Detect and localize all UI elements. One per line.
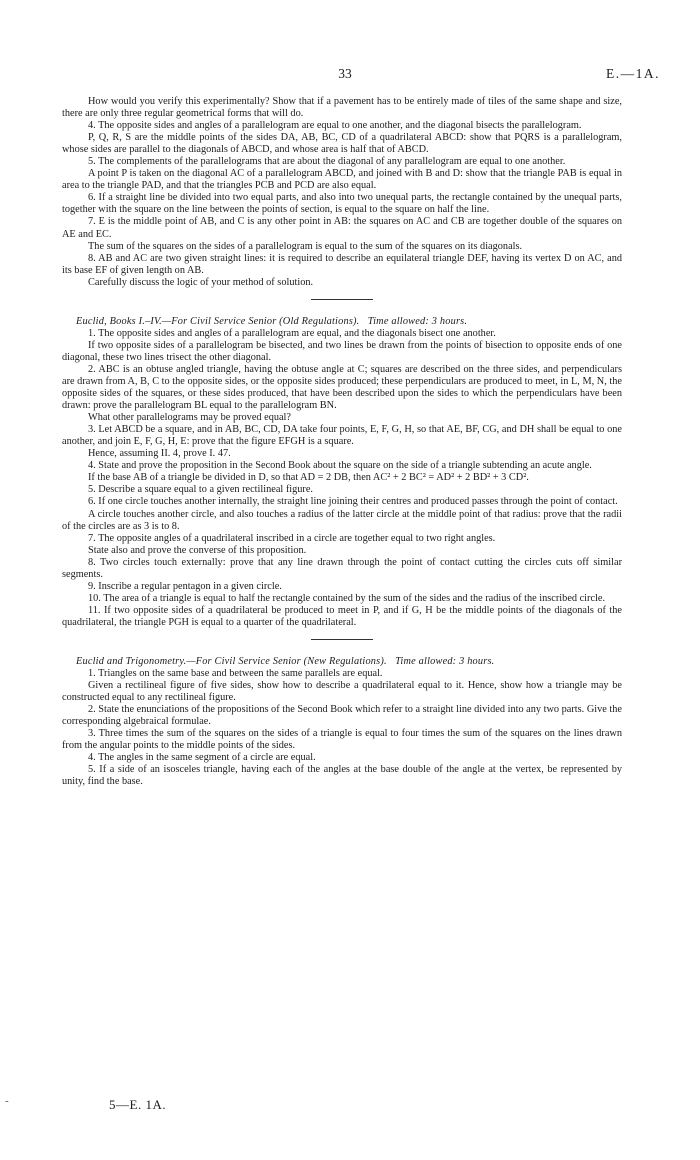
heading-time-allowed: Time allowed: 3 hours. — [367, 315, 468, 327]
footer-signature: 5—E. 1A. — [109, 1097, 167, 1112]
question-paragraph: 7. E is the middle point of AB, and C is any other point in AB: the squares on AC and CB are together double of the squares on AE and EC. — [62, 216, 622, 240]
question-paragraph: 5. The complements of the parallelograms that are about the diagonal of any parallelogram are equal to one another. — [88, 156, 566, 168]
question-paragraph: 5. If a side of an isosceles triangle, having each of the angles at the base double of the angle at the vertex, be represented by unity, find the base. — [62, 764, 622, 788]
question-paragraph: P, Q, R, S are the middle points of the sides DA, AB, BC, CD of a quadrilateral ABCD: show that PQRS is a parallelogram, whose sides are parallel to the diagonals of ABCD, and whose area is half that of ABCD. — [62, 132, 622, 156]
question-paragraph: A circle touches another circle, and also touches a radius of the latter circle at the middle point of that radius: prove that the radii of the circles are as 3 is to 8. — [62, 508, 622, 532]
question-paragraph: 4. The opposite sides and angles of a parallelogram are equal to one another, and the diagonal bisects the parallelogram. — [88, 120, 582, 132]
question-paragraph: 1. The opposite sides and angles of a parallelogram are equal, and the diagonals bisect one another. — [88, 327, 496, 339]
section-divider — [311, 299, 373, 300]
section-heading-new-regulations — [62, 656, 622, 668]
question-paragraph: 6. If a straight line be divided into two equal parts, and also into two unequal parts, the rectangle contained by the unequal parts, together with the square on the line between the points of section, is equal to the square on half the line. — [62, 192, 622, 216]
section-continued-questions — [62, 96, 622, 289]
heading-title: Euclid and Trigonometry.—For Civil Service Senior (New Regulations). — [76, 655, 387, 667]
question-paragraph: 2. State the enunciations of the propositions of the Second Book which refer to a straight line divided into any two parts. Give the corresponding algebraical formulae. — [62, 704, 622, 728]
question-paragraph: 4. State and prove the proposition in the Second Book about the square on the side of a triangle subtending an acute angle. — [88, 460, 592, 472]
question-paragraph: 2. ABC is an obtuse angled triangle, having the obtuse angle at C; squares are described on the three sides, and perpendiculars are drawn from A, B, C to the opposite sides, or the opposite sides produced; these perpendiculars are produced to meet, in L, M, N, the opposite sides of the squares, or these sides produced, that have been described upon the sides to which the perpendiculars have been drawn: prove the parallelogram BL equal to the parallelogram BN. — [62, 363, 622, 412]
question-paragraph: Carefully discuss the logic of your method of solution. — [88, 276, 314, 288]
question-paragraph: The sum of the squares on the sides of a parallelogram is equal to the sum of the squares on its diagonals. — [88, 240, 523, 252]
question-paragraph: 5. Describe a square equal to a given rectilineal figure. — [88, 484, 314, 496]
section-divider — [311, 639, 373, 640]
document-reference: E.—1A. — [606, 66, 660, 81]
heading-time-allowed: Time allowed: 3 hours. — [395, 655, 495, 667]
section-heading-old-regulations — [62, 316, 622, 328]
question-paragraph: 11. If two opposite sides of a quadrilateral be produced to meet in P, and if G, H be the middle points of the diagonals of the quadrilateral, the triangle PGH is equal to a quarter of the quadrilateral. — [62, 604, 622, 628]
question-paragraph: 7. The opposite angles of a quadrilateral inscribed in a circle are together equal to two right angles. — [88, 532, 496, 544]
question-paragraph: 9. Inscribe a regular pentagon in a given circle. — [88, 580, 282, 592]
question-paragraph: How would you verify this experimentally? Show that if a pavement has to be entirely made of tiles of the same shape and size, there are only three regular geometrical forms that will do. — [62, 96, 622, 120]
question-paragraph: If the base AB of a triangle be divided in D, so that AD = 2 DB, then AC² + 2 BC² = AD² + 2 BD² + 3 CD². — [88, 472, 529, 484]
question-paragraph: 8. Two circles touch externally: prove that any line drawn through the point of contact cutting the circles cuts off similar segments. — [62, 556, 622, 580]
question-paragraph: 6. If one circle touches another internally, the straight line joining their centres and produced passes through the point of contact. — [88, 496, 618, 508]
question-paragraph: If two opposite sides of a parallelogram be bisected, and two lines be drawn from the points of bisection to opposite ends of one diagonal, these two lines trisect the other diagonal. — [62, 339, 622, 363]
question-paragraph: 3. Three times the sum of the squares on the sides of a triangle is equal to four times the sum of the squares on the lines drawn from the angular points to the middle points of the sides. — [62, 728, 622, 752]
question-paragraph: Hence, assuming II. 4, prove I. 47. — [88, 448, 231, 460]
section-old-regulations-questions — [62, 328, 622, 629]
question-paragraph: 4. The angles in the same segment of a circle are equal. — [88, 752, 316, 764]
page-body — [62, 96, 622, 788]
margin-mark: - — [5, 1095, 9, 1107]
question-paragraph: Given a rectilineal figure of five sides, show how to describe a quadrilateral equal to it. Hence, show how a triangle may be constructed equal to any rectilineal figure. — [62, 680, 622, 704]
heading-title: Euclid, Books I.–IV.—For Civil Service Senior (Old Regulations). — [76, 315, 360, 327]
question-paragraph: 8. AB and AC are two given straight lines: it is required to describe an equilateral triangle DEF, having its vertex D on AC, and its base EF of given length on AB. — [62, 252, 622, 276]
question-paragraph: What other parallelograms may be proved equal? — [88, 412, 291, 424]
question-paragraph: 10. The area of a triangle is equal to half the rectangle contained by the sum of the sides and the radius of the inscribed circle. — [88, 592, 606, 604]
question-paragraph: 3. Let ABCD be a square, and in AB, BC, CD, DA take four points, E, F, G, H, so that AE, BF, CG, and DH shall be equal to one another, and join E, F, G, H, E: prove that the figure EFGH is a square. — [62, 424, 622, 448]
question-paragraph: A point P is taken on the diagonal AC of a parallelogram ABCD, and joined with B and D: show that the triangle PAB is equal in area to the triangle PAD, and that the triangles PCB and PCD are also equal. — [62, 168, 622, 192]
question-paragraph: State also and prove the converse of this proposition. — [88, 544, 307, 556]
page-number: 33 — [338, 66, 352, 81]
section-new-regulations-questions — [62, 668, 622, 788]
question-paragraph: 1. Triangles on the same base and between the same parallels are equal. — [88, 668, 383, 680]
